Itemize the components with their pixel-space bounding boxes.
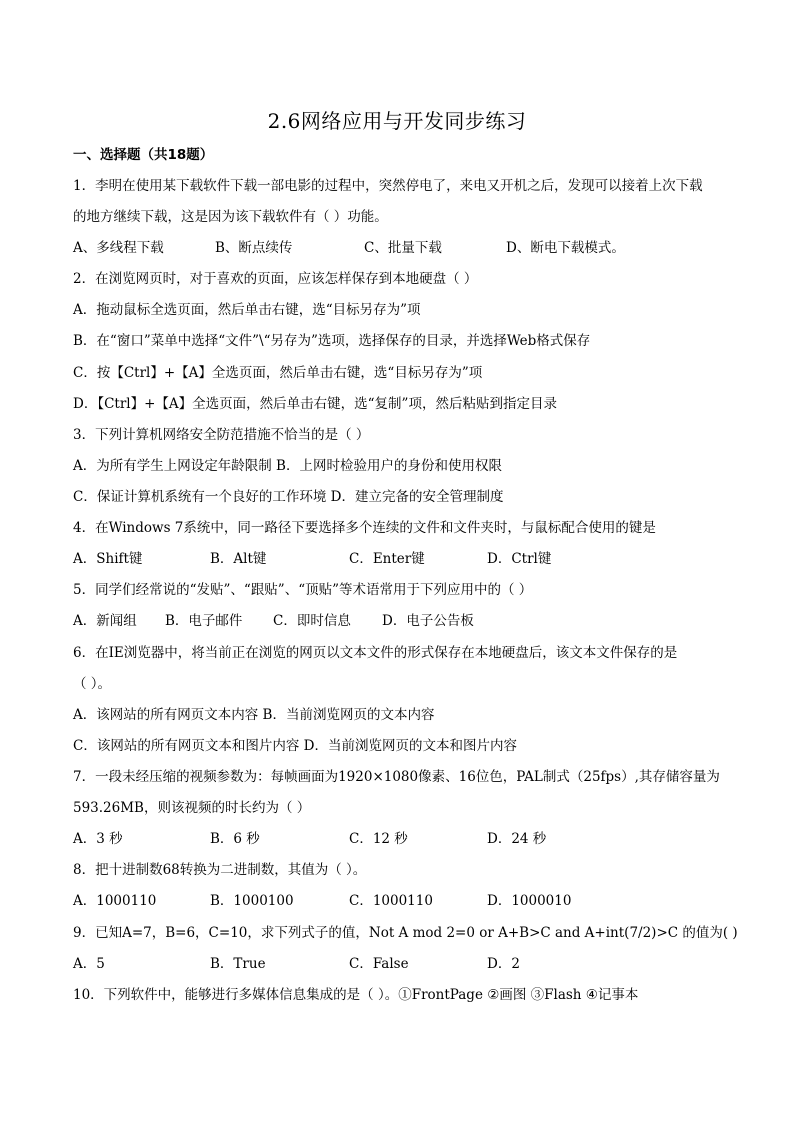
question-5-stem: 5．同学们经常说的“发贴”、“跟贴”、“顶贴”等术语常用于下列应用中的（ ） xyxy=(73,582,533,598)
question-6-stem-cont: （ ）。 xyxy=(73,676,112,692)
question-9-option-a: A．5 xyxy=(73,956,105,972)
section-heading: 一、选择题（共18题） xyxy=(73,147,214,163)
question-10-stem: 10．下列软件中，能够进行多媒体信息集成的是（ ）。①FrontPage ②画图 ③Flash ④记事本 xyxy=(73,987,639,1003)
question-7-stem: 7．一段未经压缩的视频参数为：每帧画面为1920×1080像素、16位色，PAL制式（25fps）,其存储容量为 xyxy=(73,769,720,785)
question-8-option-c: C．1000110 xyxy=(349,893,433,909)
question-2-option-a: A．拖动鼠标全选页面，然后单击右键，选“目标另存为”项 xyxy=(73,302,421,318)
question-9-stem: 9．已知A=7，B=6，C=10，求下列式子的值，Not A mod 2=0 or A+B>C and A+int(7/2)>C 的值为( ) xyxy=(73,925,738,941)
question-5-option-a: A．新闻组 xyxy=(73,613,137,629)
question-2-option-b: B．在“窗口”菜单中选择“文件”\“另存为”选项，选择保存的目录，并选择Web格式保存 xyxy=(73,333,591,349)
question-7-option-c: C．12 秒 xyxy=(349,831,408,847)
question-3-options-ab: A．为所有学生上网设定年龄限制 B．上网时检验用户的身份和使用权限 xyxy=(73,458,502,474)
page-title: 2.6网络应用与开发同步练习 xyxy=(267,109,527,133)
question-1-option-c: C、批量下载 xyxy=(364,240,442,256)
question-9-option-d: D．2 xyxy=(487,956,520,972)
question-9-option-b: B．True xyxy=(210,956,266,972)
question-2-option-d: D．【Ctrl】+【A】全选页面，然后单击右键，选“复制”项，然后粘贴到指定目录 xyxy=(73,396,557,412)
question-6-options-ab: A．该网站的所有网页文本内容 B．当前浏览网页的文本内容 xyxy=(73,707,435,723)
question-4-option-c: C．Enter键 xyxy=(349,551,425,567)
question-1-option-d: D、断电下载模式。 xyxy=(506,240,625,256)
question-1-stem: 1．李明在使用某下载软件下载一部电影的过程中，突然停电了，来电又开机之后，发现可以接着上次下载 xyxy=(73,178,703,194)
question-2-stem: 2．在浏览网页时，对于喜欢的页面，应该怎样保存到本地硬盘（ ） xyxy=(73,271,478,287)
question-8-option-b: B．1000100 xyxy=(210,893,294,909)
question-1-option-a: A、多线程下载 xyxy=(73,240,164,256)
question-7-option-b: B．6 秒 xyxy=(210,831,260,847)
question-5-option-c: C．即时信息 xyxy=(273,613,351,629)
question-5-option-b: B．电子邮件 xyxy=(165,613,243,629)
question-6-stem: 6．在IE浏览器中，将当前正在浏览的网页以文本文件的形式保存在本地硬盘后，该文本文件保存的是 xyxy=(73,645,678,661)
question-8-stem: 8．把十进制数68转换为二进制数，其值为（ ）。 xyxy=(73,862,367,878)
question-9-option-c: C．False xyxy=(349,956,409,972)
question-1-option-b: B、断点续传 xyxy=(215,240,293,256)
question-5-option-d: D．电子公告板 xyxy=(382,613,474,629)
question-2-option-c: C．按【Ctrl】+【A】全选页面，然后单击右键，选“目标另存为”项 xyxy=(73,365,483,381)
question-4-stem: 4．在Windows 7系统中，同一路径下要选择多个连续的文件和文件夹时，与鼠标配合使用的键是 xyxy=(73,520,656,536)
question-4-option-d: D．Ctrl键 xyxy=(487,551,552,567)
question-8-option-d: D．1000010 xyxy=(487,893,572,909)
question-3-options-cd: C．保证计算机系统有一个良好的工作环境 D．建立完备的安全管理制度 xyxy=(73,489,504,505)
question-7-option-d: D．24 秒 xyxy=(487,831,547,847)
question-4-option-a: A．Shift键 xyxy=(73,551,143,567)
question-3-stem: 3．下列计算机网络安全防范措施不恰当的是（ ） xyxy=(73,427,370,443)
question-4-option-b: B．Alt键 xyxy=(210,551,267,567)
question-8-option-a: A．1000110 xyxy=(73,893,157,909)
question-1-stem-cont: 的地方继续下载，这是因为该下载软件有（ ）功能。 xyxy=(73,209,388,225)
question-6-options-cd: C．该网站的所有网页文本和图片内容 D．当前浏览网页的文本和图片内容 xyxy=(73,738,517,754)
question-7-stem-cont: 593.26MB，则该视频的时长约为（ ） xyxy=(73,800,311,816)
question-7-option-a: A．3 秒 xyxy=(73,831,123,847)
